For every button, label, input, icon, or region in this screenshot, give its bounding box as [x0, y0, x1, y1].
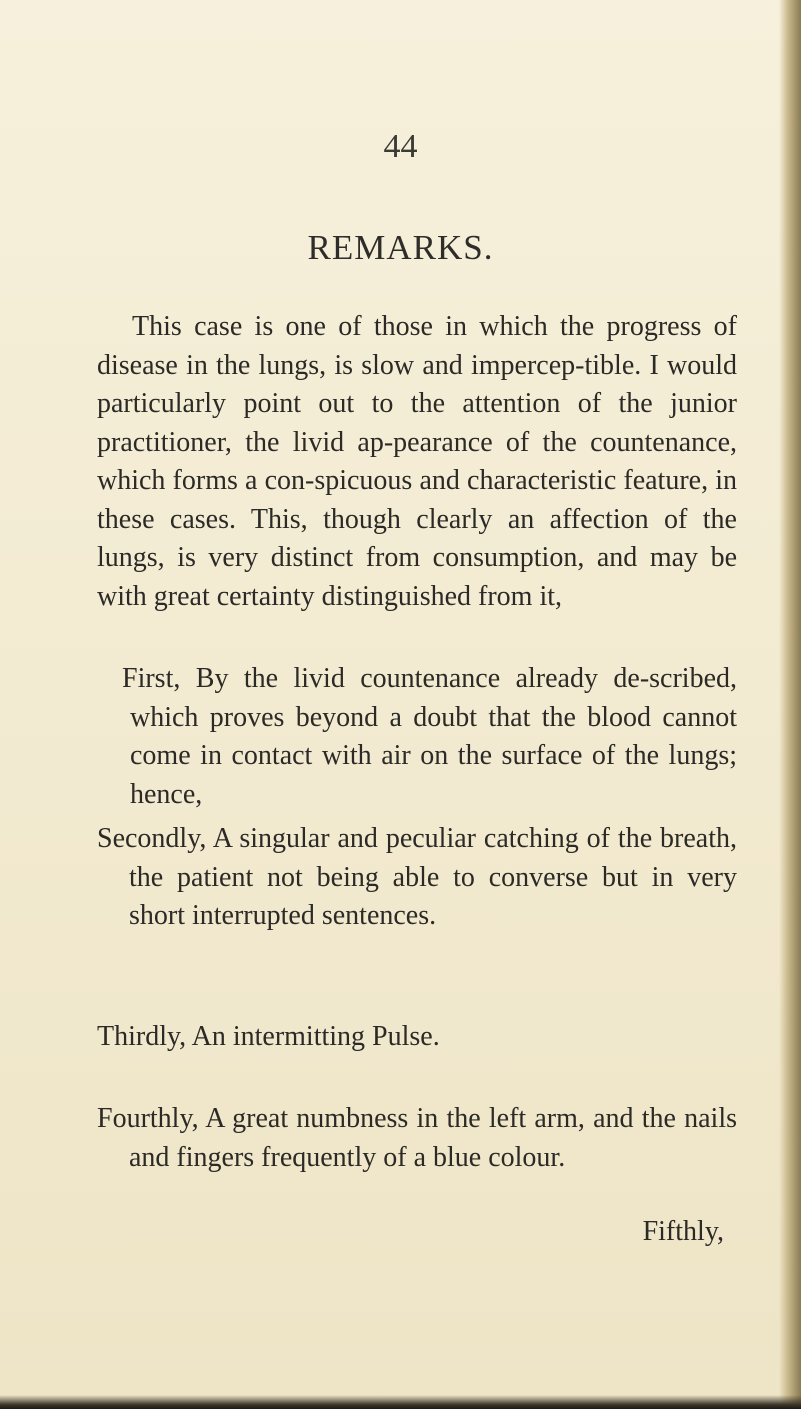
section-heading: REMARKS. [307, 228, 494, 267]
page-number: 44 [383, 128, 418, 165]
second-point-paragraph: Secondly, A singular and peculiar catching of the breath, the patient not being able to converse but in very short interrupted sentences. [97, 823, 737, 931]
first-point-paragraph: First, By the livid countenance already de-scribed, which proves beyond a doubt that the blood cannot come in contact with air on the surface of the lungs; hence, [122, 663, 737, 810]
page-edge-shadow [779, 0, 801, 1409]
page-bottom-shadow [0, 1395, 801, 1409]
fourth-point-paragraph: Fourthly, A great numbness in the left arm, and the nails and fingers frequently of a blue colour. [97, 1103, 737, 1173]
intro-paragraph: This case is one of those in which the progress of disease in the lungs, is slow and impercep-tible. I would particularly point out to the attention of the junior practitioner, the livid ap-pearance of the countenance, which forms a con-spicuous and characteristic feature, in these cases. This, though clearly an affection of the lungs, is very distinct from consumption, and may be with great certainty distinguished from it, [97, 311, 737, 612]
catchword: Fifthly, [642, 1216, 724, 1247]
third-point-paragraph: Thirdly, An intermitting Pulse. [97, 1021, 440, 1052]
